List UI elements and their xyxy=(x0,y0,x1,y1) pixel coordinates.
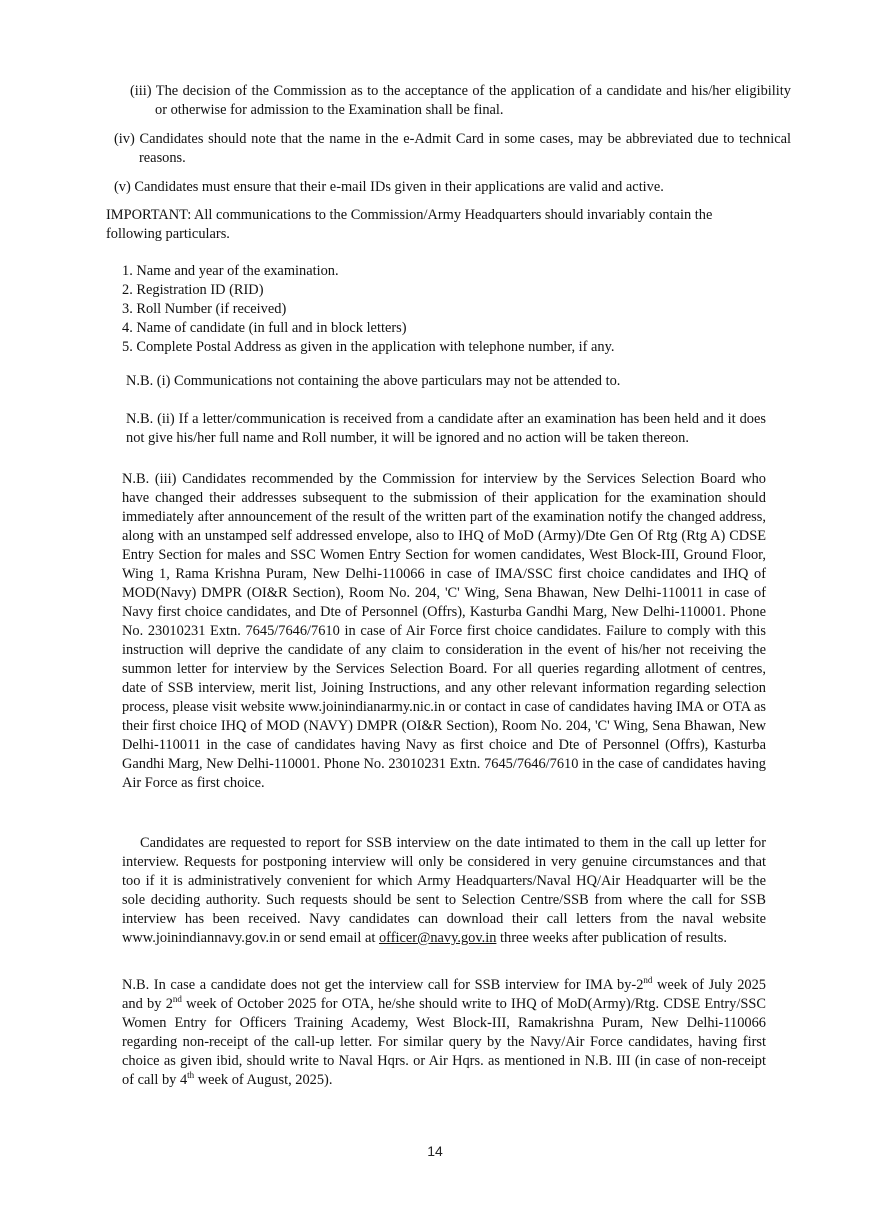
particulars-list xyxy=(122,262,782,357)
navy-email-link[interactable]: officer@navy.gov.in xyxy=(378,930,497,946)
list-item: 2. Registration ID (RID) xyxy=(122,282,264,298)
list-item: 5. Complete Postal Address as given in the application with telephone number, if any. xyxy=(122,339,615,355)
ssb-report-tail: three weeks after publication of results. xyxy=(496,930,727,946)
list-item: 4. Name of candidate (in full and in block letters) xyxy=(122,320,407,336)
clause-v: (v) Candidates must ensure that their e-mail IDs given in their applications are valid and active. xyxy=(114,179,664,195)
list-item: 3. Roll Number (if received) xyxy=(122,301,287,317)
clause-iii: (iii) The decision of the Commission as to the acceptance of the application of a candidate and his/her eligibility or otherwise for admission to the Examination shall be final. xyxy=(130,83,791,118)
important-notice: IMPORTANT: All communications to the Commission/Army Headquarters should invariably contain the following particulars. xyxy=(106,207,713,242)
ordinal-suffix: th xyxy=(187,1070,195,1081)
nb-i: N.B. (i) Communications not containing the above particulars may not be attended to. xyxy=(126,373,621,389)
ordinal-suffix: nd xyxy=(172,994,182,1005)
nb-iii: N.B. (iii) Candidates recommended by the Commission for interview by the Services Selection Board who have changed their addresses subsequent to the submission of their application for the examination should immediately after announcement of the result of the written part of the examination notify the changed address, along with an unstamped self addressed envelope, also to IHQ of MoD (Army)/Dte Gen Of Rtg (Rtg A) CDSE Entry Section for males and SSC Women Entry Section for women candidates, West Block-III, Ground Floor, Wing 1, Rama Krishna Puram, New Delhi-110066 in case of IMA/SSC first choice candidates and IHQ of MOD(Navy) DMPR (OI&R Section), Room No. 204, 'C' Wing, Sena Bhawan, New Delhi-110011 in case of Navy first choice candidates, and Dte of Personnel (Offrs), Kasturba Gandhi Marg, New Delhi-110001. Phone No. 23010231 Extn. 7645/7646/7610 in case of Air Force first choice candidates. Failure to comply with this instruction will deprive the candidate of any claim to consideration in the event of his/her not receiving the summon letter for interview by the Services Selection Board. For all queries regarding allotment of centres, date of SSB interview, merit list, Joining Instructions, and any other relevant information regarding selection process, please visit website www.joinindianarmy.nic.in or contact in case of candidates having IMA or OTA as their first choice IHQ of MOD (NAVY) DMPR (OI&R Section), Room No. 204, 'C' Wing, Sena Bhawan, New Delhi-110011 in the case of candidates having Navy as first choice and Dte of Personnel (Offrs), Kasturba Gandhi Marg, New Delhi-110001. Phone No. 23010231 Extn. 7645/7646/7610 in the case of candidates having Air Force as first choice. xyxy=(122,471,766,791)
ordinal-suffix: nd xyxy=(643,975,653,986)
list-item: 1. Name and year of the examination. xyxy=(122,263,339,279)
clause-iv: (iv) Candidates should note that the name in the e-Admit Card in some cases, may be abbreviated due to technical reasons. xyxy=(114,131,791,166)
ssb-report-paragraph xyxy=(122,834,766,948)
nb-final-part-2: week of July 2025 and by 2 xyxy=(122,977,767,1012)
nb-final-part-1: N.B. In case a candidate does not get the interview call for SSB interview for IMA by-2 xyxy=(122,977,644,993)
page-number: 14 xyxy=(427,1143,443,1159)
nb-ii: N.B. (ii) If a letter/communication is received from a candidate after an examination has been held and it does not give his/her full name and Roll number, it will be ignored and no action will be taken thereon. xyxy=(126,411,766,446)
nb-final-part-4: week of August, 2025). xyxy=(194,1072,333,1088)
nb-final-part-3: week of October 2025 for OTA, he/she should write to IHQ of MoD(Army)/Rtg. CDSE Entry/SSC Women Entry for Officers Training Academy, West Block-III, Ramakrishna Puram, New Delhi-110066 regarding non-receipt of the call-up letter. For similar query by the Navy/Air Force candidates, having first choice as given ibid, should write to Naval Hqrs. or Air Hqrs. as mentioned in N.B. III (in case of non-receipt of call by 4 xyxy=(122,996,766,1088)
nb-final-paragraph xyxy=(122,976,766,1090)
ssb-report-text: Candidates are requested to report for SSB interview on the date intimated to them in the call up letter for interview. Requests for postponing interview will only be considered in very genuine circumstances and that too if it is administratively convenient for which Army Headquarters/Naval HQ/Air Headquarter will be the sole deciding authority. Such requests should be sent to Selection Centre/SSB from where the call for SSB interview has been received. Navy candidates can download their call letters from the naval website www.joinindiannavy.gov.in or send email at xyxy=(122,835,766,946)
